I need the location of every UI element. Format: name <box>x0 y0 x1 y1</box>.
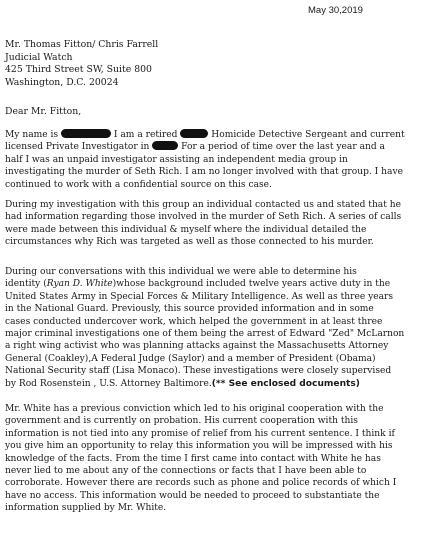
text-fragment: I am a retired <box>113 130 178 140</box>
text-line <box>5 378 431 390</box>
text-line: corroborate. However there are records such as phone and police records of which I <box>5 478 397 489</box>
address-line: Judicial Watch <box>5 51 73 63</box>
text-line: knowledge of the facts. From the time I first came into contact with White he has <box>5 453 381 464</box>
paragraph-source-background <box>5 266 431 390</box>
text-line: were made between this individual & myself where the individual detailed the <box>5 224 367 235</box>
paragraph-cooperation <box>5 403 431 515</box>
redaction-mark <box>152 141 178 150</box>
redaction-mark <box>61 129 111 138</box>
address-line: 425 Third Street SW, Suite 800 <box>5 64 152 75</box>
salutation: Dear Mr. Fitton, <box>5 106 82 117</box>
source-name: Ryan D. White <box>46 279 113 290</box>
text-line: During our conversations with this individual we were able to determine his <box>5 267 357 277</box>
text-fragment: For a period of time over the last year and a <box>181 142 385 153</box>
paragraph-investigation <box>5 199 431 249</box>
text-line <box>5 129 431 141</box>
text-line: cases conducted undercover work, which helped the government in at least three <box>5 316 383 327</box>
text-line: circumstances why Rich was targeted as well as those connected to his murder. <box>5 237 374 248</box>
text-line: continued to work with a confidential source on this case. <box>5 179 272 190</box>
text-line: General (Coakley),A Federal Judge (Saylor) and a member of President (Obama) <box>5 353 376 364</box>
text-line: you give him an opportunity to relay this information you will be impressed with his <box>5 441 393 452</box>
text-line: United States Army in Special Forces & Military Intelligence. As well as three years <box>5 291 394 302</box>
text-fragment: Homicide Detective Sergeant and current <box>211 130 405 140</box>
text-line: in the National Guard. Previously, this source provided information and in some <box>5 304 374 315</box>
text-fragment: identity ( <box>5 279 47 290</box>
text-line: During my investigation with this group an individual contacted us and stated that he <box>5 200 402 210</box>
text-fragment: )whose background included twelve years active duty in the <box>112 279 391 290</box>
text-line: major criminal investigations one of them being the arrest of Edward "Zed" McLarnon <box>5 329 405 340</box>
text-line: half I was an unpaid investigator assisting an independent media group in <box>5 154 348 165</box>
text-line: had information regarding those involved in the murder of Seth Rich. A series of calls <box>5 212 402 223</box>
text-line: investigating the murder of Seth Rich. I am no longer involved with that group. I have <box>5 167 403 178</box>
text-fragment: by Rod Rosenstein , U.S. Attorney Baltimore. <box>5 378 212 389</box>
text-line: never lied to me about any of the connections or facts that I have been able to <box>5 466 367 477</box>
text-line: have no access. This information would be needed to proceed to substantiate the <box>5 490 380 501</box>
text-fragment: My name is <box>5 130 59 140</box>
text-line: information is not tied into any promise of relief from his current sentence. I think if <box>5 428 395 439</box>
redaction-mark <box>180 129 208 138</box>
text-line <box>5 278 431 290</box>
address-line: Mr. Thomas Fitton/ Chris Farrell <box>5 39 159 50</box>
address-line: Washington, D.C. 20024 <box>5 76 119 88</box>
text-line: government and is currently on probation. His current cooperation with this <box>5 416 358 427</box>
paragraph-introduction <box>5 129 431 191</box>
text-line: information supplied by Mr. White. <box>5 503 167 514</box>
letter-date: May 30,2019 <box>308 5 363 16</box>
text-line: Mr. White has a previous conviction which led to his original cooperation with the <box>5 404 384 414</box>
text-line <box>5 141 431 153</box>
enclosed-documents-note: (** See enclosed documents) <box>211 378 360 389</box>
recipient-address <box>5 39 158 89</box>
text-fragment: licensed Private Investigator in <box>5 142 150 153</box>
text-line: National Security staff (Lisa Monaco). These investigations were closely supervised <box>5 366 392 377</box>
text-line: a right wing activist who was planning attacks against the Massachusetts Attorney <box>5 341 389 352</box>
